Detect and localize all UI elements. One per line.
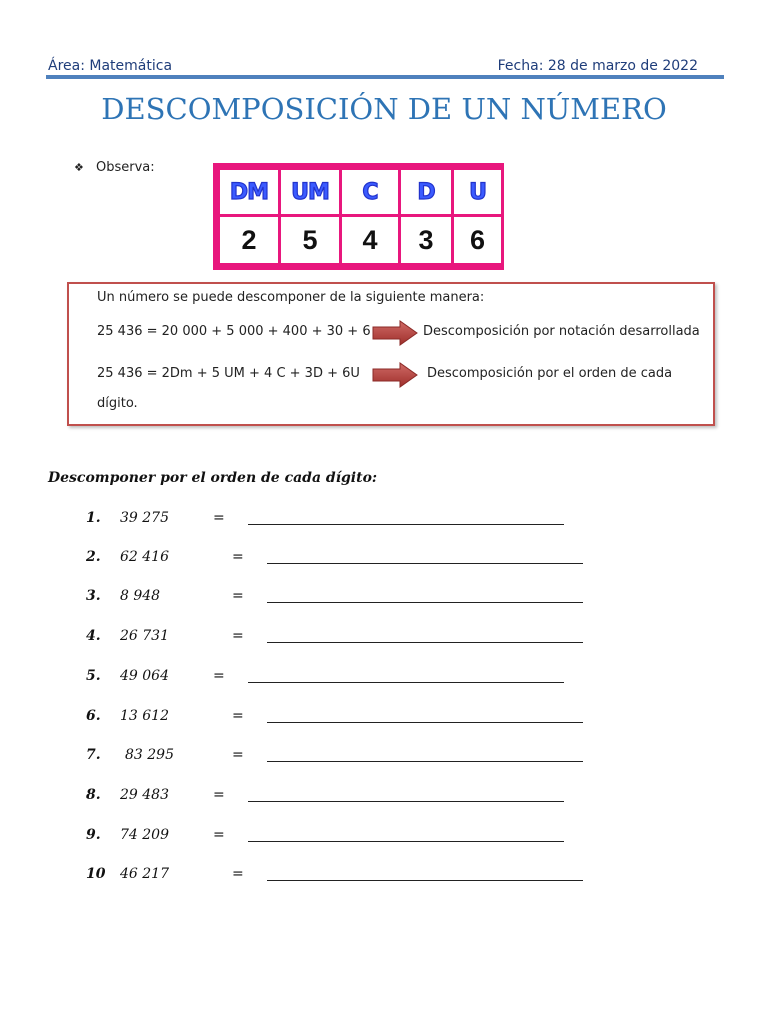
exercise-item xyxy=(0,708,768,730)
answer-line[interactable] xyxy=(267,708,583,723)
pv-header-cell xyxy=(281,170,339,214)
pv-digit-cell xyxy=(454,217,501,263)
exercise-number: 9. xyxy=(86,827,101,843)
explanation-box xyxy=(67,282,715,426)
pv-digit-dm: 2 xyxy=(241,224,257,255)
pv-header-u: U xyxy=(469,179,486,205)
equals-sign: = xyxy=(232,588,244,604)
pv-header-cell xyxy=(401,170,451,214)
equals-sign: = xyxy=(232,628,244,644)
pv-digit-cell xyxy=(401,217,451,263)
pv-header-c: C xyxy=(362,179,378,205)
exercise-number: 10 xyxy=(86,866,106,882)
exercise-item xyxy=(0,549,768,571)
observe-text: Observa: xyxy=(96,160,155,175)
exercise-number: 7. xyxy=(86,747,101,763)
exercise-item xyxy=(0,510,768,532)
page-title: DESCOMPOSICIÓN DE UN NÚMERO xyxy=(101,92,667,126)
answer-line[interactable] xyxy=(248,510,564,525)
exercise-value: 39 275 xyxy=(120,510,169,526)
equals-sign: = xyxy=(213,510,225,526)
exercise-number: 4. xyxy=(86,628,101,644)
intro-text: Un número se puede descomponer de la siguiente manera: xyxy=(97,290,485,305)
diamond-bullet-icon: ❖ xyxy=(74,161,84,174)
place-order-description-continued: dígito. xyxy=(97,396,138,411)
exercise-value: 29 483 xyxy=(120,787,169,803)
exercise-number: 1. xyxy=(86,510,101,526)
place-order-expression: 25 436 = 2Dm + 5 UM + 4 C + 3D + 6U xyxy=(97,366,360,381)
exercise-value: 8 948 xyxy=(120,588,161,604)
right-arrow-icon xyxy=(372,320,418,346)
exercise-item xyxy=(0,747,768,769)
pv-digit-c: 4 xyxy=(362,224,378,255)
exercise-number: 3. xyxy=(86,588,101,604)
answer-line[interactable] xyxy=(248,827,564,842)
answer-line[interactable] xyxy=(267,628,583,643)
exercise-value: 83 295 xyxy=(125,747,174,763)
exercise-value: 74 209 xyxy=(120,827,169,843)
equals-sign: = xyxy=(232,747,244,763)
equals-sign: = xyxy=(213,827,225,843)
exercise-number: 2. xyxy=(86,549,101,565)
exercise-item xyxy=(0,588,768,610)
subject-label: Área: Matemática xyxy=(48,58,173,74)
exercise-value: 26 731 xyxy=(120,628,169,644)
exercise-value: 46 217 xyxy=(120,866,169,882)
pv-digit-cell xyxy=(220,217,278,263)
place-order-description: Descomposición por el orden de cada xyxy=(427,366,673,381)
exercise-heading: Descomponer por el orden de cada dígito: xyxy=(48,470,378,486)
pv-header-cell xyxy=(342,170,398,214)
pv-header-d: D xyxy=(417,179,435,205)
expanded-notation-expression: 25 436 = 20 000 + 5 000 + 400 + 30 + 6 xyxy=(97,324,371,339)
equals-sign: = xyxy=(232,708,244,724)
exercise-item xyxy=(0,827,768,849)
answer-line[interactable] xyxy=(267,747,583,762)
exercise-number: 5. xyxy=(86,668,101,684)
answer-line[interactable] xyxy=(267,549,583,564)
pv-digit-d: 3 xyxy=(418,224,434,255)
pv-header-cell xyxy=(454,170,501,214)
pv-digit-u: 6 xyxy=(469,224,486,255)
exercise-item xyxy=(0,787,768,809)
equals-sign: = xyxy=(232,866,244,882)
answer-line[interactable] xyxy=(248,787,564,802)
exercise-item xyxy=(0,668,768,690)
answer-line[interactable] xyxy=(267,588,583,603)
answer-line[interactable] xyxy=(248,668,564,683)
exercise-value: 13 612 xyxy=(120,708,169,724)
exercise-number: 8. xyxy=(86,787,101,803)
expanded-notation-description: Descomposición por notación desarrollada xyxy=(423,324,700,339)
pv-header-cell xyxy=(220,170,278,214)
place-value-table xyxy=(213,163,504,270)
equals-sign: = xyxy=(213,787,225,803)
pv-digit-cell xyxy=(342,217,398,263)
right-arrow-icon xyxy=(372,362,418,388)
pv-header-um: UM xyxy=(291,179,329,205)
equals-sign: = xyxy=(232,549,244,565)
exercise-value: 62 416 xyxy=(120,549,169,565)
observe-label xyxy=(74,160,155,175)
pv-digit-um: 5 xyxy=(302,224,318,255)
header-divider xyxy=(46,75,724,79)
date-label: Fecha: 28 de marzo de 2022 xyxy=(497,58,698,74)
exercise-item xyxy=(0,866,768,888)
answer-line[interactable] xyxy=(267,866,583,881)
equals-sign: = xyxy=(213,668,225,684)
exercise-value: 49 064 xyxy=(120,668,169,684)
exercise-number: 6. xyxy=(86,708,101,724)
exercise-item xyxy=(0,628,768,650)
pv-digit-cell xyxy=(281,217,339,263)
pv-header-dm: DM xyxy=(229,179,269,205)
